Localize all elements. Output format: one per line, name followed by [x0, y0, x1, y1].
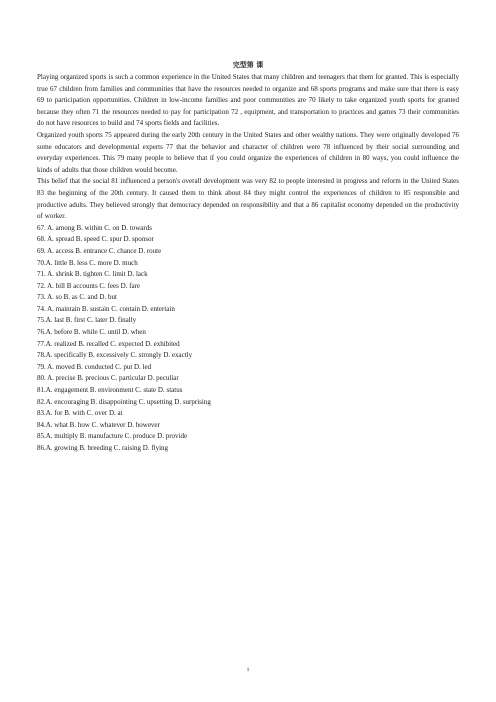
option-77: 77.A. realized B. recalled C. expected D. exhibited [37, 339, 180, 348]
option-80: 80. A. precise B. precious C. particular D. peculiar [37, 374, 179, 383]
option-85: 85.A. multiply B. manufacture C. produce D. provide [37, 432, 188, 441]
option-69: 69. A. access B. entrance C. chance D. route [37, 246, 162, 255]
option-78: 78.A. specifically B. excessively C. strongly D. exactly [37, 351, 193, 360]
option-75: 75.A. last B. first C. later D. finally [37, 316, 137, 325]
document-page [37, 60, 459, 455]
option-79: 79. A. moved B. conducted C. put D. led [37, 362, 152, 371]
option-73: 73. A. so B. as C. and D. but [37, 293, 117, 302]
page-title: 完型第 课 [232, 61, 264, 69]
option-76: 76.A. before B. while C. until D. when [37, 328, 146, 337]
option-71: 71. A. shrink B. tighten C. limit D. lack [37, 270, 148, 279]
passage-paragraph-2: Organized youth sports 75 appeared during the early 20th century in the United States and other wealthy nations. They were originally developed 76 some educators and developmental experts 77 that the behavior and character of children were 78 influenced by their social surrounding and everyday experiences. This 79 many people to believe that if you could organize the experiences of children in 80 ways, you could influence the kinds of adults that those children would become. [37, 130, 459, 174]
option-74: 74. A. maintain B. sustain C. contain D. entertain [37, 304, 175, 313]
option-68: 68. A. spread B. speed C. spur D. sponsor [37, 235, 154, 244]
option-83: 83.A. for B. with C. over D. at [37, 409, 123, 418]
option-81: 81.A. engagement B. environment C. state D. status [37, 386, 183, 395]
option-82: 82.A. encouraging B. disappointing C. upsetting D. surprising [37, 397, 211, 406]
option-67: 67. A. among B. within C. on D. towards [37, 223, 152, 232]
option-70: 70.A. little B. less C. more D. much [37, 258, 138, 267]
answer-options-list [37, 223, 459, 455]
passage-paragraph-3: This belief that the social 81 influenced a person's overall development was very 82 to people interested in progress and reform in the United States 83 the beginning of the 20th century. It caused them to think about 84 they might control the experiences of children to 85 responsible and productive adults. They believed strongly that democracy depended on responsibility and that a 86 capitalist economy depended on the productivity of worker. [37, 177, 459, 221]
page-number: 1 [246, 667, 250, 673]
option-72: 72. A. bill B accounts C. fees D. fare [37, 281, 141, 290]
option-84: 84.A. what B. how C. whatever D. however [37, 420, 160, 429]
passage-paragraph-1: Playing organized sports is such a common experience in the United States that many children and teenagers that them for granted. This is especially true 67 children from families and communities that have the resources needed to organize and 68 sports programs and make sure that there is easy 69 to participation opportunities. Children in low-income families and poor communities are 70 likely to take organized youth sports for granted because they often 71 the resources needed to pay for participation 72 , equipment, and transportation to practices and games 73 their communities do not have resources to build and 74 sports fields and facilities. [37, 73, 459, 128]
option-86: 86.A. growing B. breeding C. raising D. flying [37, 444, 169, 452]
